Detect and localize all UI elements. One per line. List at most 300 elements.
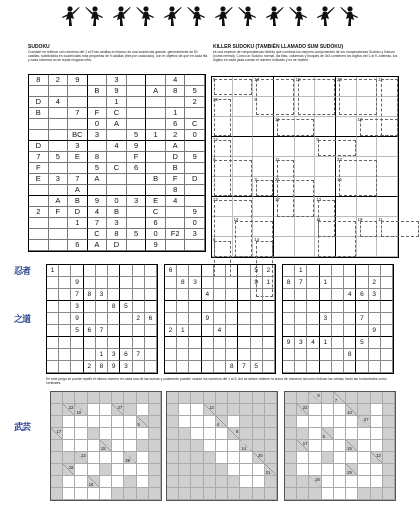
sudoku-cell[interactable]: 6	[146, 218, 166, 229]
sudoku-small-cell[interactable]	[108, 289, 120, 301]
sudoku-cell[interactable]: 8	[166, 185, 186, 196]
sudoku-cell[interactable]: F	[49, 207, 69, 218]
sudoku-small-cell[interactable]	[108, 313, 120, 325]
sudoku-cell[interactable]	[29, 229, 49, 240]
sudoku-small-cell[interactable]	[344, 313, 356, 325]
kakuro-entry-cell[interactable]	[334, 404, 346, 416]
sudoku-cell[interactable]	[146, 163, 166, 174]
sudoku-cell[interactable]: 7	[88, 218, 108, 229]
kakuro-entry-cell[interactable]	[88, 416, 100, 428]
sudoku-small-cell[interactable]	[120, 313, 132, 325]
sudoku-small-cell[interactable]: 9	[369, 325, 381, 337]
killer-cell[interactable]	[336, 177, 357, 197]
kakuro-entry-cell[interactable]	[358, 428, 370, 440]
killer-cell[interactable]	[295, 77, 316, 97]
sudoku-small-cell[interactable]	[214, 313, 226, 325]
sudoku-small-cell[interactable]	[283, 349, 295, 361]
sudoku-small-cell[interactable]	[307, 349, 319, 361]
sudoku-small-cell[interactable]	[120, 277, 132, 289]
sudoku-cell[interactable]: C	[146, 207, 166, 218]
kakuro-entry-cell[interactable]	[297, 464, 309, 476]
sudoku-small-cell[interactable]	[133, 301, 145, 313]
sudoku-small-cell[interactable]	[133, 361, 145, 373]
sudoku-small-cell[interactable]	[120, 337, 132, 349]
sudoku-small-cell[interactable]	[108, 337, 120, 349]
sudoku-small-cell[interactable]: 8	[96, 361, 108, 373]
sudoku-cell[interactable]	[49, 229, 69, 240]
sudoku-cell[interactable]: F2	[166, 229, 186, 240]
sudoku-small-cell[interactable]	[295, 349, 307, 361]
sudoku-small-cell[interactable]	[59, 361, 71, 373]
killer-cell[interactable]	[377, 97, 398, 117]
killer-cell[interactable]	[274, 177, 295, 197]
killer-cell[interactable]	[357, 217, 378, 237]
sudoku-cell[interactable]: C	[107, 163, 127, 174]
kakuro-entry-cell[interactable]	[334, 488, 346, 500]
sudoku-small-cell[interactable]	[251, 349, 263, 361]
sudoku-small-cell[interactable]	[251, 289, 263, 301]
kakuro-entry-cell[interactable]	[371, 476, 383, 488]
sudoku-small-cell[interactable]	[320, 361, 332, 373]
sudoku-small-cell[interactable]	[356, 277, 368, 289]
kakuro-entry-cell[interactable]	[358, 452, 370, 464]
sudoku-small-cell[interactable]	[356, 349, 368, 361]
sudoku-small-cell[interactable]	[381, 265, 393, 277]
sudoku-small-cell[interactable]	[189, 325, 201, 337]
sudoku-small-cell[interactable]	[320, 301, 332, 313]
sudoku-small-cell[interactable]	[283, 313, 295, 325]
killer-cell[interactable]	[295, 136, 319, 157]
sudoku-small-cell[interactable]: 3	[71, 301, 83, 313]
sudoku-cell[interactable]: 6	[127, 163, 147, 174]
kakuro-entry-cell[interactable]	[204, 416, 216, 428]
sudoku-small-cell[interactable]: 8	[344, 349, 356, 361]
killer-cell[interactable]	[315, 237, 336, 257]
sudoku-cell[interactable]	[29, 130, 49, 141]
sudoku-small-cell[interactable]: 5	[356, 337, 368, 349]
sudoku-cell[interactable]: F	[29, 163, 49, 174]
sudoku-cell[interactable]: 9	[185, 152, 205, 163]
sudoku-small-cell[interactable]	[356, 301, 368, 313]
killer-cell[interactable]	[253, 77, 274, 97]
sudoku-cell[interactable]	[146, 119, 166, 130]
killer-cell[interactable]	[212, 157, 233, 177]
sudoku-small-cell[interactable]: 3	[320, 313, 332, 325]
kakuro-entry-cell[interactable]	[204, 440, 216, 452]
sudoku-cell[interactable]	[107, 130, 127, 141]
sudoku-small-cell[interactable]	[369, 301, 381, 313]
kakuro-entry-cell[interactable]	[309, 404, 321, 416]
sudoku-small-cell[interactable]	[283, 289, 295, 301]
sudoku-small-cell[interactable]	[295, 325, 307, 337]
sudoku-cell[interactable]	[146, 97, 166, 108]
kakuro-entry-cell[interactable]	[309, 428, 321, 440]
sudoku-small-cell[interactable]	[145, 325, 157, 337]
sudoku-small-cell[interactable]	[332, 277, 344, 289]
sudoku-small-cell[interactable]: 3	[189, 277, 201, 289]
sudoku-cell[interactable]	[88, 141, 108, 152]
sudoku-cell[interactable]: 0	[146, 229, 166, 240]
sudoku-small-cell[interactable]	[202, 265, 214, 277]
sudoku-cell[interactable]: 7	[68, 108, 88, 119]
sudoku-small-cell[interactable]	[332, 337, 344, 349]
killer-cell[interactable]	[357, 117, 378, 137]
sudoku-small-cell[interactable]	[381, 301, 393, 313]
killer-cell[interactable]	[315, 137, 336, 157]
sudoku-cell[interactable]: C	[185, 119, 205, 130]
sudoku-small-cell[interactable]: 8	[177, 277, 189, 289]
sudoku-small-cell[interactable]	[84, 349, 96, 361]
kakuro-entry-cell[interactable]	[137, 452, 149, 464]
kakuro-entry-cell[interactable]	[334, 428, 346, 440]
sudoku-small-cell[interactable]	[283, 361, 295, 373]
sudoku-cell[interactable]: 1	[68, 218, 88, 229]
sudoku-cell[interactable]: D	[29, 141, 49, 152]
sudoku-cell[interactable]: 9	[185, 207, 205, 218]
kakuro-entry-cell[interactable]	[88, 464, 100, 476]
sudoku-cell[interactable]: 8	[88, 152, 108, 163]
sudoku-cell[interactable]	[127, 174, 147, 185]
killer-cell[interactable]	[212, 117, 233, 137]
kakuro-entry-cell[interactable]	[112, 440, 124, 452]
sudoku-small-cell[interactable]	[295, 313, 307, 325]
sudoku-cell[interactable]	[68, 97, 88, 108]
sudoku-small-cell[interactable]	[381, 337, 393, 349]
killer-cell[interactable]	[253, 177, 274, 197]
sudoku-small-cell[interactable]	[369, 313, 381, 325]
killer-cell[interactable]	[357, 237, 378, 257]
sudoku-small-cell[interactable]: 6	[145, 313, 157, 325]
kakuro-entry-cell[interactable]	[240, 464, 252, 476]
sudoku-small-cell[interactable]: 5	[251, 265, 263, 277]
sudoku-small-cell[interactable]	[332, 313, 344, 325]
killer-cell[interactable]	[357, 97, 378, 117]
sudoku-cell[interactable]: A	[107, 119, 127, 130]
sudoku-small-cell[interactable]: 4	[307, 337, 319, 349]
kakuro-entry-cell[interactable]	[228, 452, 240, 464]
kakuro-entry-cell[interactable]	[322, 404, 334, 416]
killer-cell[interactable]	[274, 117, 295, 137]
sudoku-cell[interactable]	[107, 174, 127, 185]
sudoku-small-cell[interactable]	[332, 289, 344, 301]
sudoku-cell[interactable]: 9	[88, 196, 108, 207]
sudoku-small-cell[interactable]	[47, 325, 59, 337]
kakuro-entry-cell[interactable]	[334, 476, 346, 488]
sudoku-small-cell[interactable]	[189, 265, 201, 277]
kakuro-entry-cell[interactable]	[346, 488, 358, 500]
kakuro-entry-cell[interactable]	[204, 428, 216, 440]
sudoku-small-cell[interactable]: 3	[369, 289, 381, 301]
kakuro-entry-cell[interactable]	[371, 464, 383, 476]
sudoku-cell[interactable]: 9	[127, 141, 147, 152]
sudoku-cell[interactable]	[68, 86, 88, 97]
sudoku-small-cell[interactable]	[59, 277, 71, 289]
killer-cell[interactable]	[357, 197, 378, 217]
kakuro-entry-cell[interactable]	[228, 416, 240, 428]
sudoku-small-cell[interactable]	[189, 337, 201, 349]
sudoku-small-cell[interactable]	[133, 337, 145, 349]
sudoku-small-cell[interactable]	[71, 265, 83, 277]
kakuro-entry-cell[interactable]	[137, 476, 149, 488]
killer-cell[interactable]	[295, 237, 316, 257]
sudoku-small-cell[interactable]	[59, 301, 71, 313]
sudoku-small-cell[interactable]: 2	[165, 325, 177, 337]
kakuro-entry-cell[interactable]	[124, 440, 136, 452]
sudoku-small-cell[interactable]	[238, 301, 250, 313]
killer-cell[interactable]	[377, 177, 398, 197]
kakuro-entry-cell[interactable]	[322, 488, 334, 500]
sudoku-small-cell[interactable]	[332, 265, 344, 277]
sudoku-cell[interactable]: 4	[107, 141, 127, 152]
killer-cell[interactable]	[377, 137, 398, 157]
sudoku-small-cell[interactable]	[381, 313, 393, 325]
killer-cell[interactable]	[315, 217, 336, 237]
sudoku-cell[interactable]	[29, 185, 49, 196]
sudoku-small-cell[interactable]	[84, 337, 96, 349]
sudoku-cell[interactable]	[49, 141, 69, 152]
sudoku-small-cell[interactable]	[251, 325, 263, 337]
sudoku-small-cell[interactable]: 7	[71, 289, 83, 301]
sudoku-small-cell[interactable]	[165, 337, 177, 349]
sudoku-small-cell[interactable]	[177, 265, 189, 277]
sudoku-cell[interactable]	[49, 130, 69, 141]
killer-cell[interactable]	[274, 157, 295, 177]
sudoku-small-cell[interactable]	[344, 325, 356, 337]
sudoku-small-cell[interactable]	[47, 301, 59, 313]
sudoku-cell[interactable]	[49, 240, 69, 251]
sudoku-small-cell[interactable]	[214, 301, 226, 313]
sudoku-cell[interactable]: 3	[185, 229, 205, 240]
sudoku-small-cell[interactable]	[145, 361, 157, 373]
sudoku-cell[interactable]	[88, 75, 108, 86]
sudoku-small-cell[interactable]	[238, 277, 250, 289]
sudoku-small-cell[interactable]	[251, 313, 263, 325]
sudoku-small-cell[interactable]: 3	[295, 337, 307, 349]
sudoku-cell[interactable]: 5	[49, 152, 69, 163]
sudoku-small-cell[interactable]	[263, 337, 275, 349]
sudoku-cell[interactable]: D	[29, 97, 49, 108]
sudoku-cell[interactable]: 4	[166, 75, 186, 86]
killer-cell[interactable]	[295, 157, 316, 177]
sudoku-cell[interactable]	[146, 185, 166, 196]
sudoku-small-cell[interactable]	[145, 337, 157, 349]
killer-cell[interactable]	[336, 117, 357, 137]
kakuro-entry-cell[interactable]	[112, 452, 124, 464]
sudoku-cell[interactable]: 3	[107, 218, 127, 229]
sudoku-cell[interactable]	[185, 196, 205, 207]
sudoku-small-cell[interactable]	[381, 361, 393, 373]
sudoku-small-cell[interactable]	[381, 289, 393, 301]
sudoku-cell[interactable]	[146, 141, 166, 152]
sudoku-cell[interactable]: B	[29, 108, 49, 119]
sudoku-cell[interactable]: E	[29, 174, 49, 185]
sudoku-small-cell[interactable]	[332, 325, 344, 337]
kakuro-entry-cell[interactable]	[334, 464, 346, 476]
sudoku-small-cell[interactable]: 1	[320, 277, 332, 289]
kakuro-entry-cell[interactable]	[75, 416, 87, 428]
sudoku-small-cell[interactable]	[320, 289, 332, 301]
killer-cell[interactable]	[295, 97, 316, 117]
sudoku-small-cell[interactable]	[238, 349, 250, 361]
sudoku-small-cell[interactable]: 2	[369, 277, 381, 289]
sudoku-small-cell[interactable]	[381, 277, 393, 289]
sudoku-small-cell[interactable]	[84, 301, 96, 313]
sudoku-cell[interactable]: C	[107, 108, 127, 119]
sudoku-cell[interactable]	[185, 185, 205, 196]
killer-cell[interactable]	[233, 96, 257, 117]
sudoku-small-cell[interactable]	[307, 301, 319, 313]
kakuro-entry-cell[interactable]	[309, 464, 321, 476]
killer-cell[interactable]	[233, 137, 254, 157]
kakuro-entry-cell[interactable]	[75, 440, 87, 452]
sudoku-small-cell[interactable]	[263, 301, 275, 313]
kakuro-entry-cell[interactable]	[309, 416, 321, 428]
sudoku-cell[interactable]	[88, 97, 108, 108]
killer-cell[interactable]	[233, 157, 254, 177]
sudoku-small-cell[interactable]: 9	[71, 277, 83, 289]
killer-cell[interactable]	[336, 77, 357, 97]
sudoku-small-cell[interactable]	[59, 313, 71, 325]
sudoku-small-cell[interactable]: 8	[108, 301, 120, 313]
sudoku-cell[interactable]: E	[68, 152, 88, 163]
killer-cell[interactable]	[357, 177, 378, 197]
sudoku-cell[interactable]	[107, 185, 127, 196]
sudoku-cell[interactable]	[166, 240, 186, 251]
sudoku-small-cell[interactable]	[202, 325, 214, 337]
sudoku-small-cell[interactable]	[145, 349, 157, 361]
kakuro-entry-cell[interactable]	[216, 452, 228, 464]
sudoku-cell[interactable]	[29, 196, 49, 207]
sudoku-small-cell[interactable]: 2	[84, 361, 96, 373]
kakuro-entry-cell[interactable]	[100, 416, 112, 428]
kakuro-entry-cell[interactable]	[112, 476, 124, 488]
sudoku-small-cell[interactable]: 2	[263, 265, 275, 277]
sudoku-small-cell[interactable]	[295, 361, 307, 373]
sudoku-small-cell[interactable]	[108, 325, 120, 337]
sudoku-small-cell[interactable]	[344, 337, 356, 349]
sudoku-cell[interactable]	[107, 152, 127, 163]
sudoku-small-cell[interactable]	[165, 301, 177, 313]
killer-cell[interactable]	[336, 137, 357, 157]
kakuro-entry-cell[interactable]	[112, 428, 124, 440]
sudoku-small-cell[interactable]: 5	[120, 301, 132, 313]
sudoku-small-cell[interactable]: 1	[295, 265, 307, 277]
sudoku-cell[interactable]	[185, 141, 205, 152]
sudoku-small-cell[interactable]	[356, 265, 368, 277]
sudoku-small-cell[interactable]	[238, 313, 250, 325]
killer-cell[interactable]	[357, 137, 378, 157]
kakuro-entry-cell[interactable]	[124, 464, 136, 476]
sudoku-cell[interactable]: 3	[127, 196, 147, 207]
sudoku-small-cell[interactable]	[381, 325, 393, 337]
sudoku-small-cell[interactable]: 7	[133, 349, 145, 361]
killer-cell[interactable]	[336, 237, 357, 257]
sudoku-small-cell[interactable]	[165, 277, 177, 289]
sudoku-cell[interactable]: A	[88, 240, 108, 251]
sudoku-small-cell[interactable]	[189, 301, 201, 313]
sudoku-small-cell[interactable]	[71, 349, 83, 361]
killer-cell[interactable]	[274, 197, 295, 217]
sudoku-cell[interactable]	[127, 108, 147, 119]
sudoku-cell[interactable]: 1	[146, 130, 166, 141]
kakuro-entry-cell[interactable]	[75, 428, 87, 440]
kakuro-entry-cell[interactable]	[297, 416, 309, 428]
kakuro-entry-cell[interactable]	[371, 416, 383, 428]
sudoku-small-cell[interactable]	[177, 361, 189, 373]
sudoku-cell[interactable]: 2	[166, 130, 186, 141]
killer-cell[interactable]	[377, 77, 398, 97]
sudoku-small-cell[interactable]	[283, 325, 295, 337]
sudoku-cell[interactable]	[29, 86, 49, 97]
sudoku-cell[interactable]: 4	[49, 97, 69, 108]
sudoku-small-cell[interactable]	[214, 289, 226, 301]
kakuro-entry-cell[interactable]	[88, 440, 100, 452]
sudoku-cell[interactable]	[68, 163, 88, 174]
killer-cell[interactable]	[336, 97, 357, 117]
sudoku-cell[interactable]: F	[88, 108, 108, 119]
sudoku-small-cell[interactable]	[226, 265, 238, 277]
sudoku-cell[interactable]: B	[166, 163, 186, 174]
sudoku-small-cell[interactable]	[295, 289, 307, 301]
sudoku-small-cell[interactable]	[226, 301, 238, 313]
sudoku-small-cell[interactable]: 9	[251, 277, 263, 289]
sudoku-small-cell[interactable]	[145, 265, 157, 277]
sudoku-small-cell[interactable]: 7	[238, 361, 250, 373]
sudoku-small-cell[interactable]	[47, 349, 59, 361]
sudoku-cell[interactable]: B	[88, 86, 108, 97]
sudoku-small-cell[interactable]	[251, 337, 263, 349]
sudoku-small-cell[interactable]	[133, 325, 145, 337]
killer-cell[interactable]	[315, 157, 336, 177]
sudoku-small-cell[interactable]	[202, 301, 214, 313]
sudoku-small-cell[interactable]	[120, 289, 132, 301]
killer-cell[interactable]	[253, 237, 274, 257]
sudoku-cell[interactable]	[185, 75, 205, 86]
kakuro-entry-cell[interactable]	[216, 440, 228, 452]
sudoku-cell[interactable]: 1	[107, 97, 127, 108]
kakuro-entry-cell[interactable]	[228, 440, 240, 452]
killer-cell[interactable]	[274, 237, 295, 257]
sudoku-small-cell[interactable]: 9	[71, 313, 83, 325]
sudoku-cell[interactable]: 0	[107, 196, 127, 207]
sudoku-small-cell[interactable]	[59, 289, 71, 301]
sudoku-small-cell[interactable]: 1	[263, 277, 275, 289]
sudoku-cell[interactable]: 0	[88, 119, 108, 130]
sudoku-small-cell[interactable]	[263, 349, 275, 361]
kakuro-entry-cell[interactable]	[371, 428, 383, 440]
sudoku-cell[interactable]	[185, 108, 205, 119]
sudoku-small-cell[interactable]	[283, 301, 295, 313]
killer-cell[interactable]	[253, 197, 274, 217]
sudoku-small-cell[interactable]	[145, 277, 157, 289]
sudoku-small-cell[interactable]: 8	[84, 289, 96, 301]
kakuro-entry-cell[interactable]	[75, 464, 87, 476]
sudoku-cell[interactable]: 8	[107, 229, 127, 240]
sudoku-cell[interactable]	[88, 185, 108, 196]
sudoku-cell[interactable]: 5	[88, 163, 108, 174]
sudoku-cell[interactable]: A	[146, 86, 166, 97]
sudoku-small-cell[interactable]	[189, 361, 201, 373]
sudoku-small-cell[interactable]	[344, 265, 356, 277]
killer-cell[interactable]	[212, 77, 233, 97]
sudoku-cell[interactable]	[49, 218, 69, 229]
sudoku-cell[interactable]: F	[166, 174, 186, 185]
killer-cell[interactable]	[233, 176, 257, 197]
kakuro-entry-cell[interactable]	[124, 416, 136, 428]
sudoku-cell[interactable]	[49, 163, 69, 174]
sudoku-cell[interactable]: D	[107, 240, 127, 251]
sudoku-small-cell[interactable]	[307, 325, 319, 337]
